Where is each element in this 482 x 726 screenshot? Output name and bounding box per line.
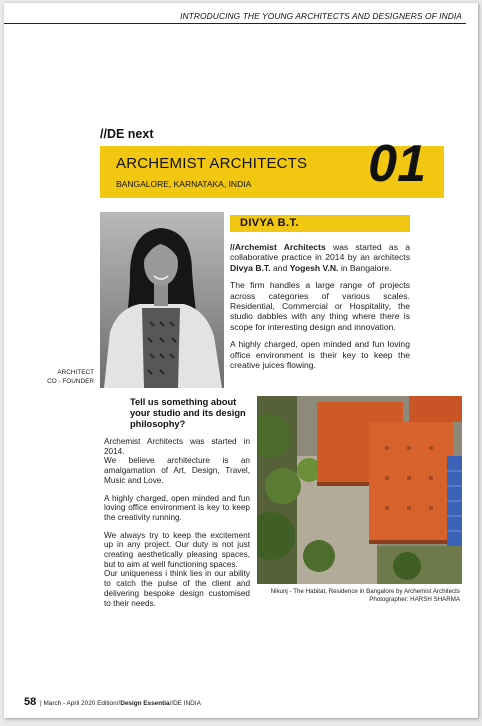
footer-separator: | bbox=[38, 700, 44, 707]
answer-line-4: We always try to keep the excitement up in any project. Our duty is not just creating aesthetically pleasing spaces, but to aim at well functioning spaces. bbox=[104, 530, 250, 569]
answer-line-1: Archemist Architects was started in 2014. bbox=[104, 437, 250, 456]
section-label: //DE next bbox=[100, 127, 154, 141]
aerial-photo bbox=[257, 396, 462, 584]
photo-caption-credit: Photographer: HARSH SHARMA bbox=[369, 596, 460, 604]
firm-location: BANGALORE, KARNATAKA, INDIA bbox=[116, 179, 252, 189]
portrait-photo bbox=[100, 212, 224, 388]
intro-and: and bbox=[270, 262, 290, 273]
answer-paragraph-3 bbox=[104, 531, 250, 609]
portrait-illustration bbox=[100, 212, 224, 388]
intro-founder-2: Yogesh V.N. bbox=[289, 262, 339, 273]
feature-number: 01 bbox=[368, 135, 426, 193]
intro-founder-1: Divya B.T. bbox=[230, 262, 271, 273]
title-banner bbox=[100, 135, 444, 198]
footer-suffix: //DE INDIA bbox=[169, 700, 201, 707]
firm-title: ARCHEMIST ARCHITECTS bbox=[116, 155, 308, 172]
page-footer bbox=[24, 696, 201, 708]
intro-paragraph-3: A highly charged, open minded and fun loving office environment is their key to keep the creative juices flowing. bbox=[230, 339, 410, 371]
page-number: 58 bbox=[24, 696, 37, 708]
intro-paragraph-1 bbox=[230, 242, 410, 273]
role-line-1: ARCHITECT bbox=[57, 369, 94, 376]
intro-end: in Bangalore. bbox=[338, 262, 392, 273]
answer-line-5: Our uniqueness i think lies in our ability to catch the pulse of the client and delivering bespoke design customised to their needs. bbox=[104, 569, 250, 608]
footer-issue: March - April 2020 Edition// bbox=[43, 700, 121, 707]
answer-paragraph-2: A highly charged, open minded and fun loving office environment is key to keep the creativity running. bbox=[104, 493, 250, 522]
portrait-caption bbox=[10, 368, 94, 386]
header-kicker: INTRODUCING THE YOUNG ARCHITECTS AND DESIGNERS OF INDIA bbox=[180, 11, 462, 21]
interview-answer bbox=[104, 437, 250, 616]
intro-mid: was started as a collaborative practice in 2014 by an architects bbox=[230, 242, 410, 263]
photo-caption bbox=[244, 588, 460, 605]
magazine-page bbox=[4, 3, 478, 718]
footer-magazine: Design Essentia bbox=[120, 700, 170, 707]
profile-name: DIVYA B.T. bbox=[240, 217, 299, 229]
photo-caption-title: Nikunj - The Habitat, Residence in Bangalore by Archemist Architects bbox=[270, 588, 460, 595]
answer-line-2: We believe architecture is an amalgamation of Art, Design, Travel, Music and Love. bbox=[104, 456, 250, 485]
intro-paragraph-2: The firm handles a large range of projects across categories of various scales. Residential, Commercial or Hospitality, the studio dabbles with any thing where there is scope for interesting design and innovation. bbox=[230, 280, 410, 332]
name-bar bbox=[230, 215, 410, 232]
intro-firm-name: Archemist Architects bbox=[234, 242, 326, 252]
intro-prefix: // bbox=[230, 242, 235, 252]
interview-question: Tell us something about your studio and its design philosophy? bbox=[130, 397, 246, 429]
intro-text bbox=[230, 242, 410, 377]
answer-paragraph-1 bbox=[104, 437, 250, 486]
role-line-2: CO - FOUNDER bbox=[47, 378, 94, 385]
aerial-illustration bbox=[257, 396, 462, 584]
header-rule bbox=[4, 23, 466, 24]
